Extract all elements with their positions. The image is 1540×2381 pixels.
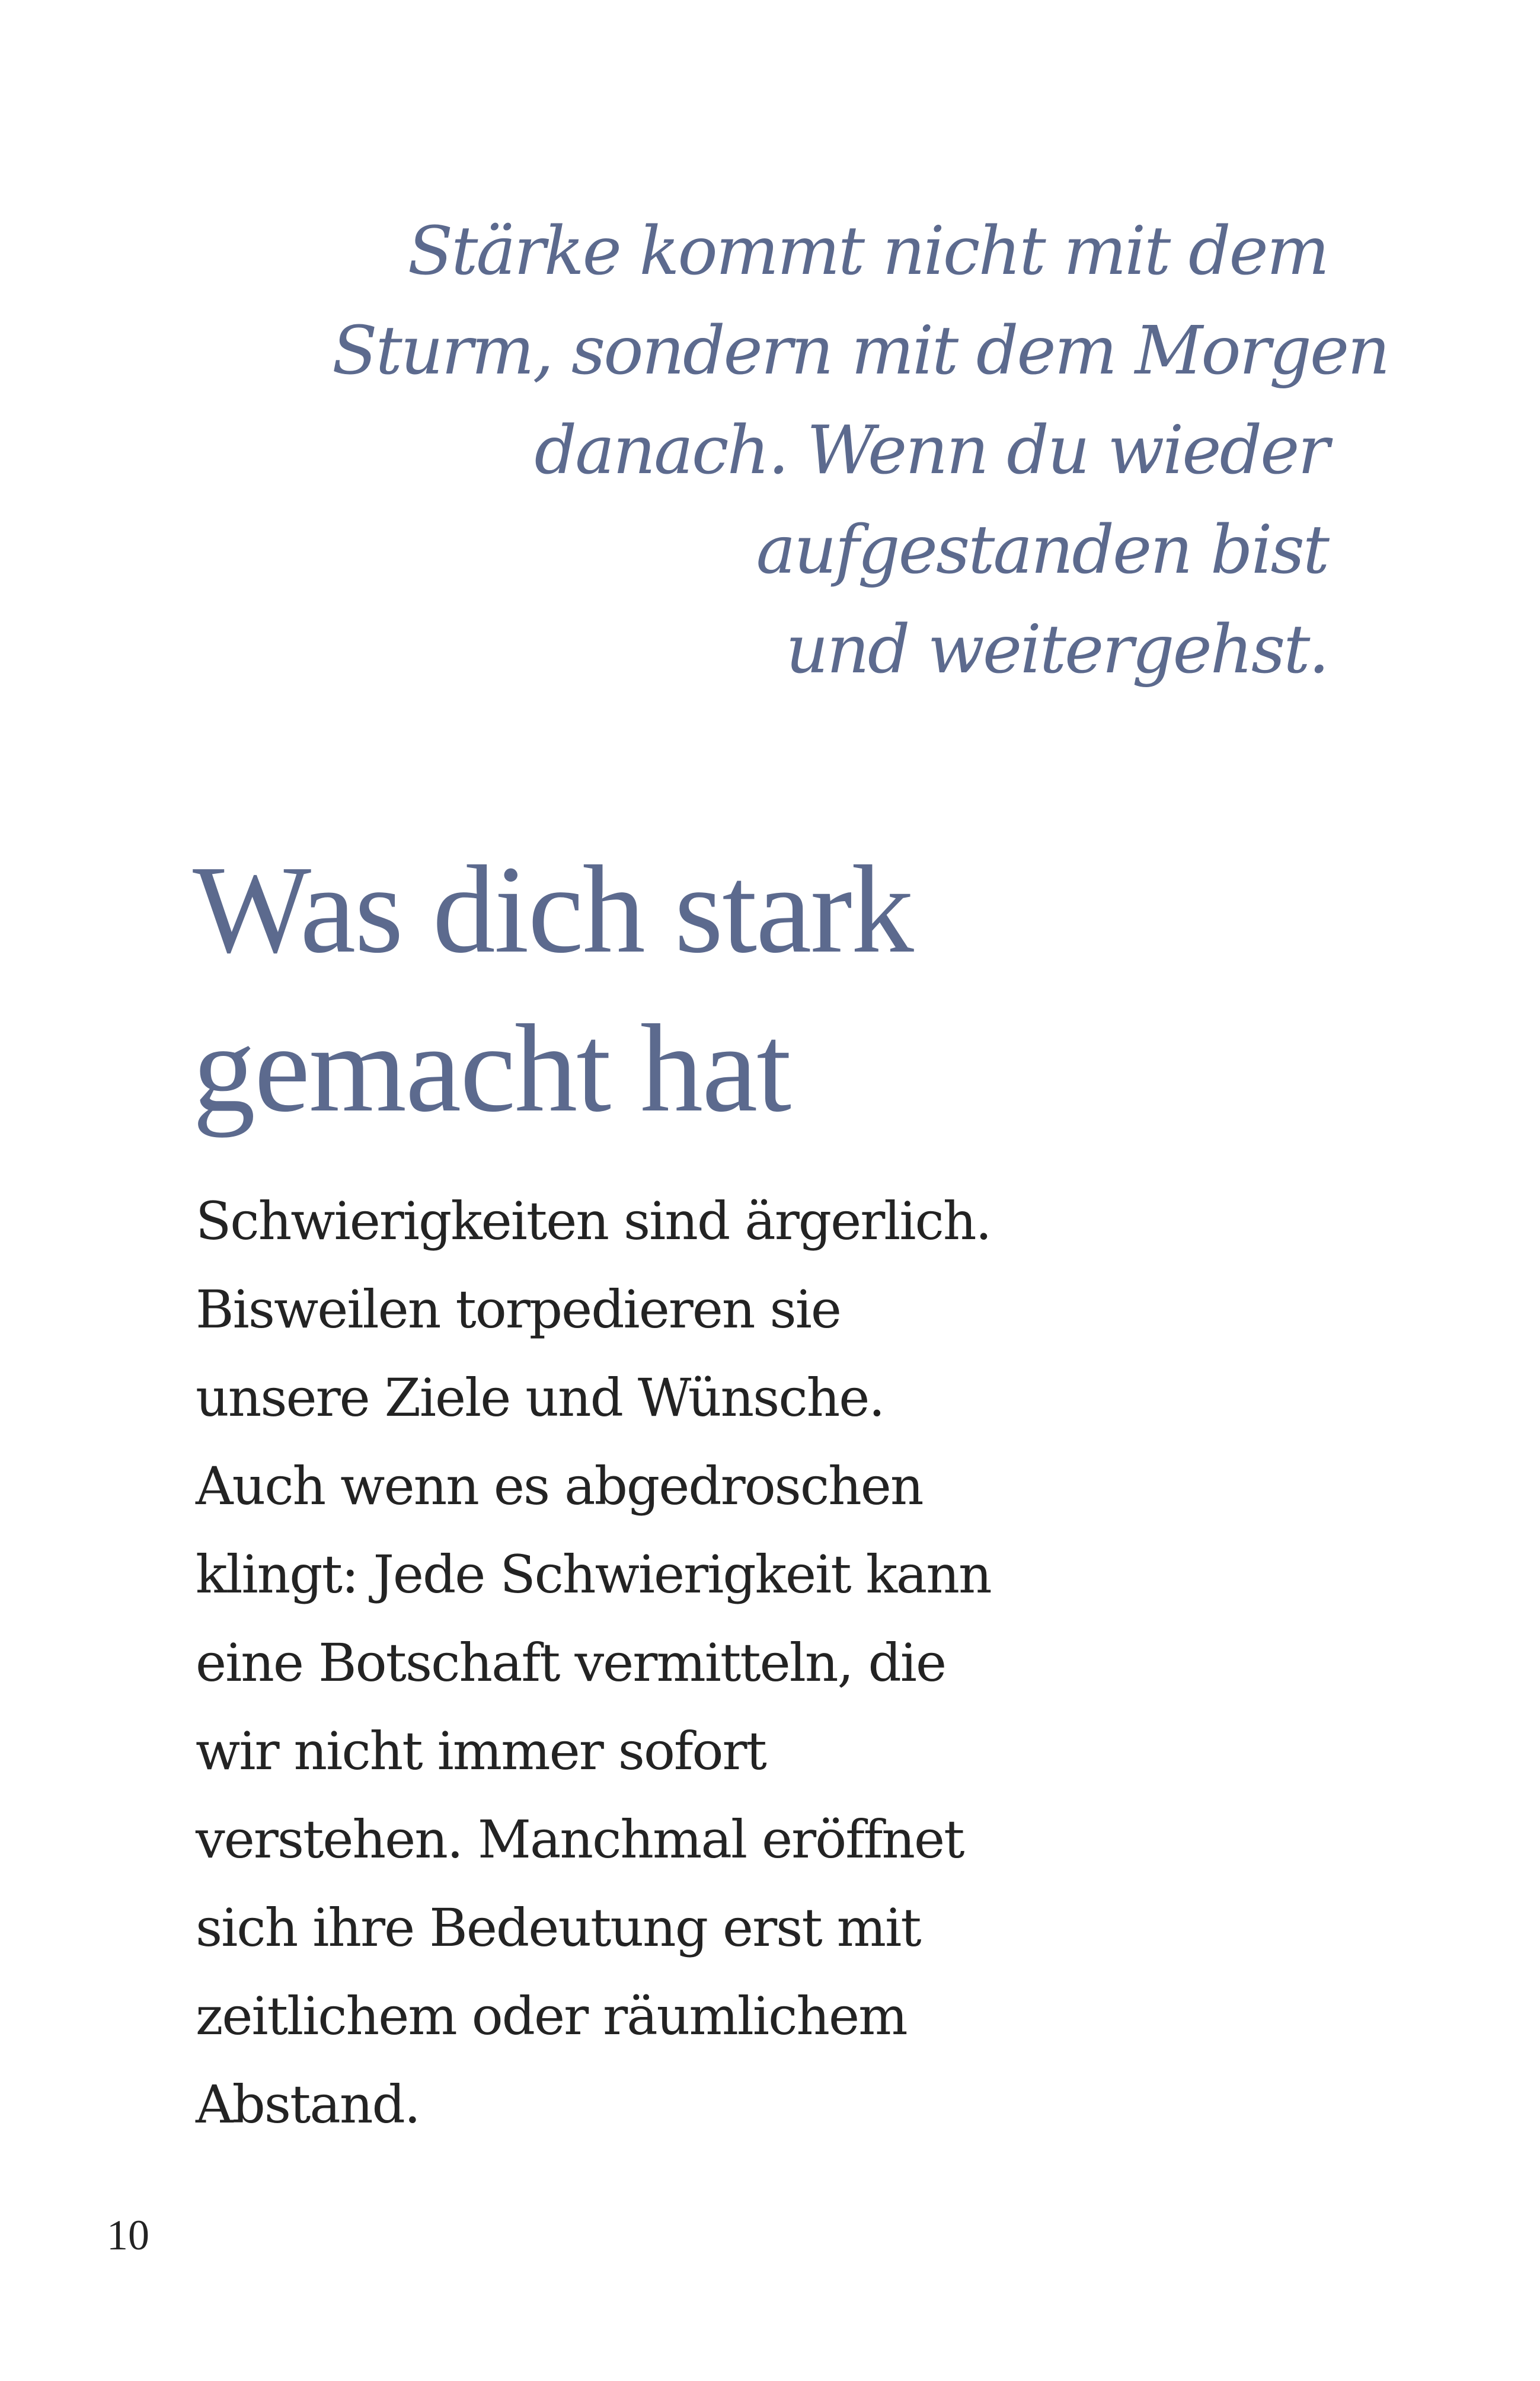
body-line: unsere Ziele und Wünsche. bbox=[196, 1367, 884, 1428]
body-line: eine Botschaft vermitteln, die bbox=[196, 1632, 946, 1693]
heading-line: gemacht hat bbox=[193, 998, 791, 1138]
epigraph-quote bbox=[332, 202, 1389, 700]
body-line: klingt: Jede Schwierigkeit kann bbox=[196, 1544, 991, 1605]
body-line: Auch wenn es abgedroschen bbox=[196, 1456, 923, 1517]
body-line: sich ihre Bedeutung erst mit bbox=[196, 1897, 921, 1958]
chapter-heading bbox=[193, 830, 1378, 1148]
body-line: Abstand. bbox=[196, 2074, 420, 2135]
body-line: wir nicht immer sofort bbox=[196, 1721, 766, 1782]
body-line: Schwierigkeiten sind ärgerlich. bbox=[196, 1190, 991, 1252]
body-paragraph bbox=[196, 1177, 1263, 2149]
epigraph-line: aufgestanden bist bbox=[756, 512, 1328, 589]
heading-line: Was dich stark bbox=[193, 840, 913, 979]
epigraph-line: Stärke kommt nicht mit dem bbox=[407, 213, 1328, 290]
page-number: 10 bbox=[107, 2211, 149, 2259]
body-line: Bisweilen torpedieren sie bbox=[196, 1279, 841, 1340]
epigraph-line: und weitergehst. bbox=[785, 611, 1328, 688]
body-line: verstehen. Manchmal eröffnet bbox=[196, 1809, 964, 1870]
epigraph-line: Sturm, sondern mit dem Morgen bbox=[332, 312, 1389, 390]
body-line: zeitlichem oder räumlichem bbox=[196, 1986, 907, 2047]
epigraph-line: danach. Wenn du wieder bbox=[534, 412, 1328, 489]
